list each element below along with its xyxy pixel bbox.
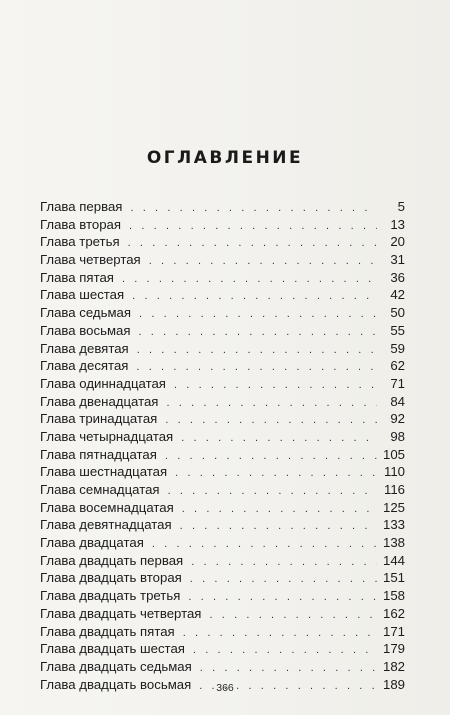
- toc-entry-page: 171: [382, 623, 405, 639]
- toc-entry-page: 36: [390, 269, 405, 285]
- toc-entry: [40, 286, 405, 304]
- toc-entry-page: 98: [390, 428, 405, 444]
- dot-leader: [128, 235, 377, 253]
- dot-leader: [165, 448, 377, 466]
- toc-entry-page: 5: [397, 199, 405, 214]
- dot-leader: [166, 395, 377, 413]
- dot-leader: [200, 660, 377, 678]
- dot-leader: [132, 288, 377, 306]
- toc-entry-title: Глава шестая: [40, 287, 125, 303]
- dot-leader: [175, 465, 377, 483]
- toc-entry-page: 144: [382, 552, 405, 568]
- toc-entry: [40, 198, 405, 216]
- toc-entry-title: Глава пятнадцатая: [40, 446, 157, 462]
- toc-entry-page: 182: [382, 658, 405, 674]
- page-title: ОГЛАВЛЕНИЕ: [146, 148, 304, 168]
- toc-entry-title: Глава вторая: [40, 216, 122, 232]
- toc-entry-page: 20: [390, 234, 405, 250]
- toc-entry-title: Глава двадцать седьмая: [40, 658, 192, 674]
- toc-entry-page: 59: [390, 340, 405, 356]
- toc-entry-title: Глава двадцать пятая: [40, 623, 175, 639]
- dot-leader: [190, 571, 377, 589]
- toc-entry-title: Глава седьмая: [40, 305, 132, 321]
- toc-entry-page: 92: [390, 411, 405, 427]
- dot-leader: [165, 412, 377, 430]
- dot-leader: [168, 483, 377, 501]
- toc-entry: [40, 233, 405, 251]
- toc-entry: [40, 569, 405, 587]
- toc-entry: [40, 340, 405, 358]
- toc-entry-title: Глава двенадцатая: [40, 393, 159, 409]
- toc-entry-title: Глава шестнадцатая: [40, 464, 168, 480]
- toc-entry-page: 116: [383, 482, 405, 497]
- toc-entry: [40, 322, 405, 340]
- toc-entry-title: Глава двадцатая: [40, 535, 144, 551]
- dot-leader: [137, 342, 377, 360]
- toc-entry: [40, 251, 405, 269]
- toc-entry: [40, 375, 405, 393]
- dot-leader: [129, 218, 377, 236]
- dot-leader: [180, 518, 377, 536]
- toc-entry-title: Глава четвертая: [40, 252, 141, 268]
- toc-entry-title: Глава двадцать восьмая: [40, 676, 192, 692]
- toc-entry-page: 110: [383, 464, 405, 480]
- dot-leader: [188, 589, 377, 607]
- toc-entry-page: 133: [382, 517, 405, 533]
- toc-entry-page: 31: [390, 252, 405, 268]
- toc-entry-page: 84: [390, 393, 405, 409]
- toc-entry: [40, 587, 405, 605]
- toc-entry: [40, 216, 405, 234]
- toc-entry-title: Глава двадцать четвертая: [40, 605, 202, 621]
- toc-entry-page: 138: [382, 535, 405, 551]
- toc-entry-title: Глава девятнадцатая: [40, 517, 172, 533]
- toc-entry-page: 162: [382, 605, 405, 621]
- toc-entry-page: 42: [390, 287, 405, 303]
- dot-leader: [182, 501, 377, 519]
- toc-entry-page: 125: [382, 499, 405, 515]
- toc-entry: [40, 446, 405, 464]
- toc-entry-page: 105: [382, 446, 405, 462]
- toc-entry: [40, 269, 405, 287]
- dot-leader: [139, 306, 377, 324]
- dot-leader: [152, 536, 377, 554]
- toc-entry-page: 71: [390, 375, 405, 391]
- toc-entry-title: Глава тринадцатая: [40, 411, 158, 427]
- toc-entry-title: Глава двадцать третья: [40, 588, 181, 604]
- toc-entry-title: Глава десятая: [40, 358, 129, 374]
- toc-entry: [40, 640, 405, 658]
- toc-entry-page: 189: [382, 676, 405, 692]
- toc-entry-page: 158: [382, 588, 405, 604]
- dot-leader: [174, 377, 377, 395]
- toc-entry-page: 13: [390, 216, 405, 232]
- toc-entry: [40, 304, 405, 322]
- toc-entry-title: Глава двадцать шестая: [40, 641, 185, 657]
- toc-entry: [40, 428, 405, 446]
- dot-leader: [130, 200, 377, 218]
- toc-entry-title: Глава третья: [40, 234, 120, 250]
- dot-leader: [122, 271, 377, 289]
- table-of-contents: [40, 198, 405, 693]
- toc-entry-title: Глава девятая: [40, 340, 129, 356]
- toc-entry: [40, 499, 405, 517]
- toc-entry-page: 151: [382, 570, 405, 586]
- toc-entry: [40, 516, 405, 534]
- toc-entry-title: Глава двадцать вторая: [40, 570, 182, 586]
- toc-entry-title: Глава первая: [40, 199, 123, 214]
- toc-entry-title: Глава восемнадцатая: [40, 499, 174, 515]
- toc-entry: [40, 481, 405, 499]
- dot-leader: [183, 625, 377, 643]
- toc-entry-title: Глава семнадцатая: [40, 482, 160, 497]
- dot-leader: [149, 253, 377, 271]
- dot-leader: [193, 642, 377, 660]
- toc-entry-page: 50: [390, 305, 405, 321]
- toc-entry: [40, 605, 405, 623]
- toc-entry-title: Глава пятая: [40, 269, 114, 285]
- toc-entry-title: Глава четырнадцатая: [40, 428, 174, 444]
- page-number: 366: [216, 682, 234, 694]
- toc-entry-title: Глава восьмая: [40, 322, 131, 338]
- toc-entry: [40, 393, 405, 411]
- toc-entry-title: Глава двадцать первая: [40, 552, 184, 568]
- toc-entry-page: 179: [382, 641, 405, 657]
- toc-entry-page: 62: [390, 358, 405, 374]
- dot-leader: [191, 554, 377, 572]
- dot-leader: [136, 359, 377, 377]
- toc-entry: [40, 658, 405, 676]
- dot-leader: [138, 324, 377, 342]
- toc-entry-page: 55: [390, 322, 405, 338]
- toc-entry: [40, 623, 405, 641]
- toc-entry: [40, 463, 405, 481]
- toc-entry: [40, 357, 405, 375]
- dot-leader: [209, 607, 377, 625]
- toc-entry: [40, 534, 405, 552]
- toc-entry-title: Глава одиннадцатая: [40, 375, 166, 391]
- toc-entry: [40, 410, 405, 428]
- dot-leader: [181, 430, 377, 448]
- toc-entry: [40, 552, 405, 570]
